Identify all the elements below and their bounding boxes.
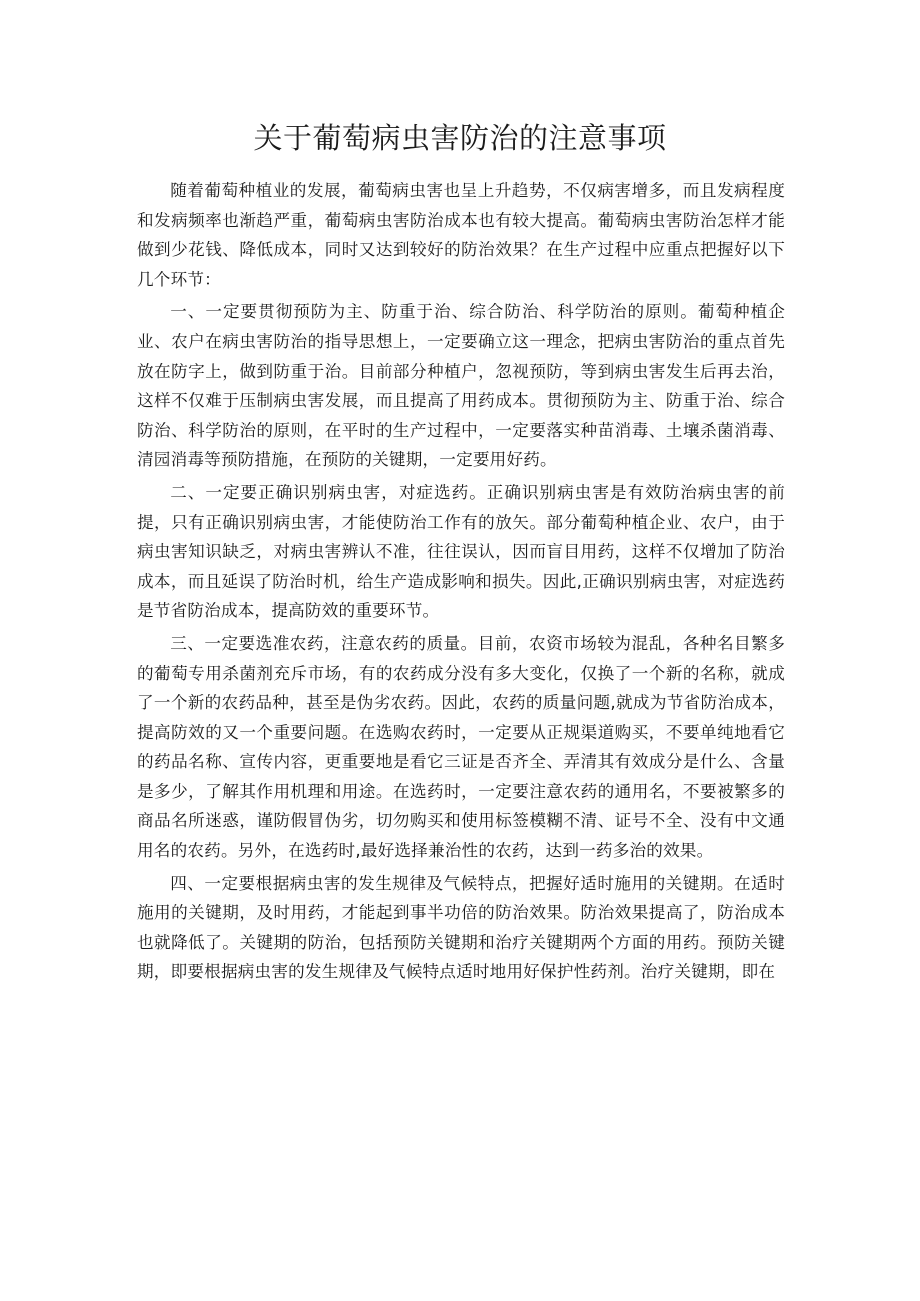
paragraph-section-1: 一、一定要贯彻预防为主、防重于治、综合防治、科学防治的原则。葡萄种植企业、农户在病虫害防治的指导思想上，一定要确立这一理念，把病虫害防治的重点首先放在防字上，做到防重于治。目前部分种植户，忽视预防，等到病虫害发生后再去治，这样不仅难于压制病虫害发展，而且提高了用药成本。贯彻预防为主、防重于治、综合防治、科学防治的原则，在平时的生产过程中，一定要落实种苗消毒、土壤杀菌消毒、清园消毒等预防措施，在预防的关键期，一定要用好药。 <box>137 302 785 470</box>
paragraph-intro: 随着葡萄种植业的发展，葡萄病虫害也呈上升趋势，不仅病害增多，而且发病程度和发病频率也渐趋严重，葡萄病虫害防治成本也有较大提高。葡萄病虫害防治怎样才能做到少花钱、降低成本，同时又达到较好的防治效果？在生产过程中应重点把握好以下几个环节： <box>137 181 785 289</box>
paragraph-section-3: 三、一定要选准农药，注意农药的质量。目前，农资市场较为混乱，各种名目繁多的葡萄专用杀菌剂充斥市场，有的农药成分没有多大变化，仅换了一个新的名称，就成了一个新的农药品种，甚至是伪劣农药。因此，农药的质量问题,就成为节省防治成本，提高防效的又一个重要问题。在选购农药时，一定要从正规渠道购买，不要单纯地看它的药品名称、宣传内容，更重要地是看它三证是否齐全、弄清其有效成分是什么、含量是多少，了解其作用机理和用途。在选药时，一定要注意农药的通用名，不要被繁多的商品名所迷惑，谨防假冒伪劣，切勿购买和使用标签模糊不清、证号不全、没有中文通用名的农药。另外，在选药时,最好选择兼治性的农药，达到一药多治的效果。 <box>137 633 785 861</box>
document-title: 关于葡萄病虫害防治的注意事项 <box>253 121 667 155</box>
paragraph-section-4: 四、一定要根据病虫害的发生规律及气候特点，把握好适时施用的关键期。在适时施用的关键期，及时用药，才能起到事半功倍的防治效果。防治效果提高了，防治成本也就降低了。关键期的防治，包括预防关键期和治疗关键期两个方面的用药。预防关键期，即要根据病虫害的发生规律及气候特点适时地用好保护性药剂。治疗关键期，即在 <box>137 873 785 982</box>
document-body <box>137 176 785 987</box>
paragraph-section-2: 二、一定要正确识别病虫害，对症选药。正确识别病虫害是有效防治病虫害的前提，只有正确识别病虫害，才能使防治工作有的放矢。部分葡萄种植企业、农户，由于病虫害知识缺乏，对病虫害辨认不准，往往误认，因而盲目用药，这样不仅增加了防治成本，而且延误了防治时机，给生产造成影响和损失。因此,正确识别病虫害，对症选药是节省防治成本，提高防效的重要环节。 <box>137 482 785 621</box>
